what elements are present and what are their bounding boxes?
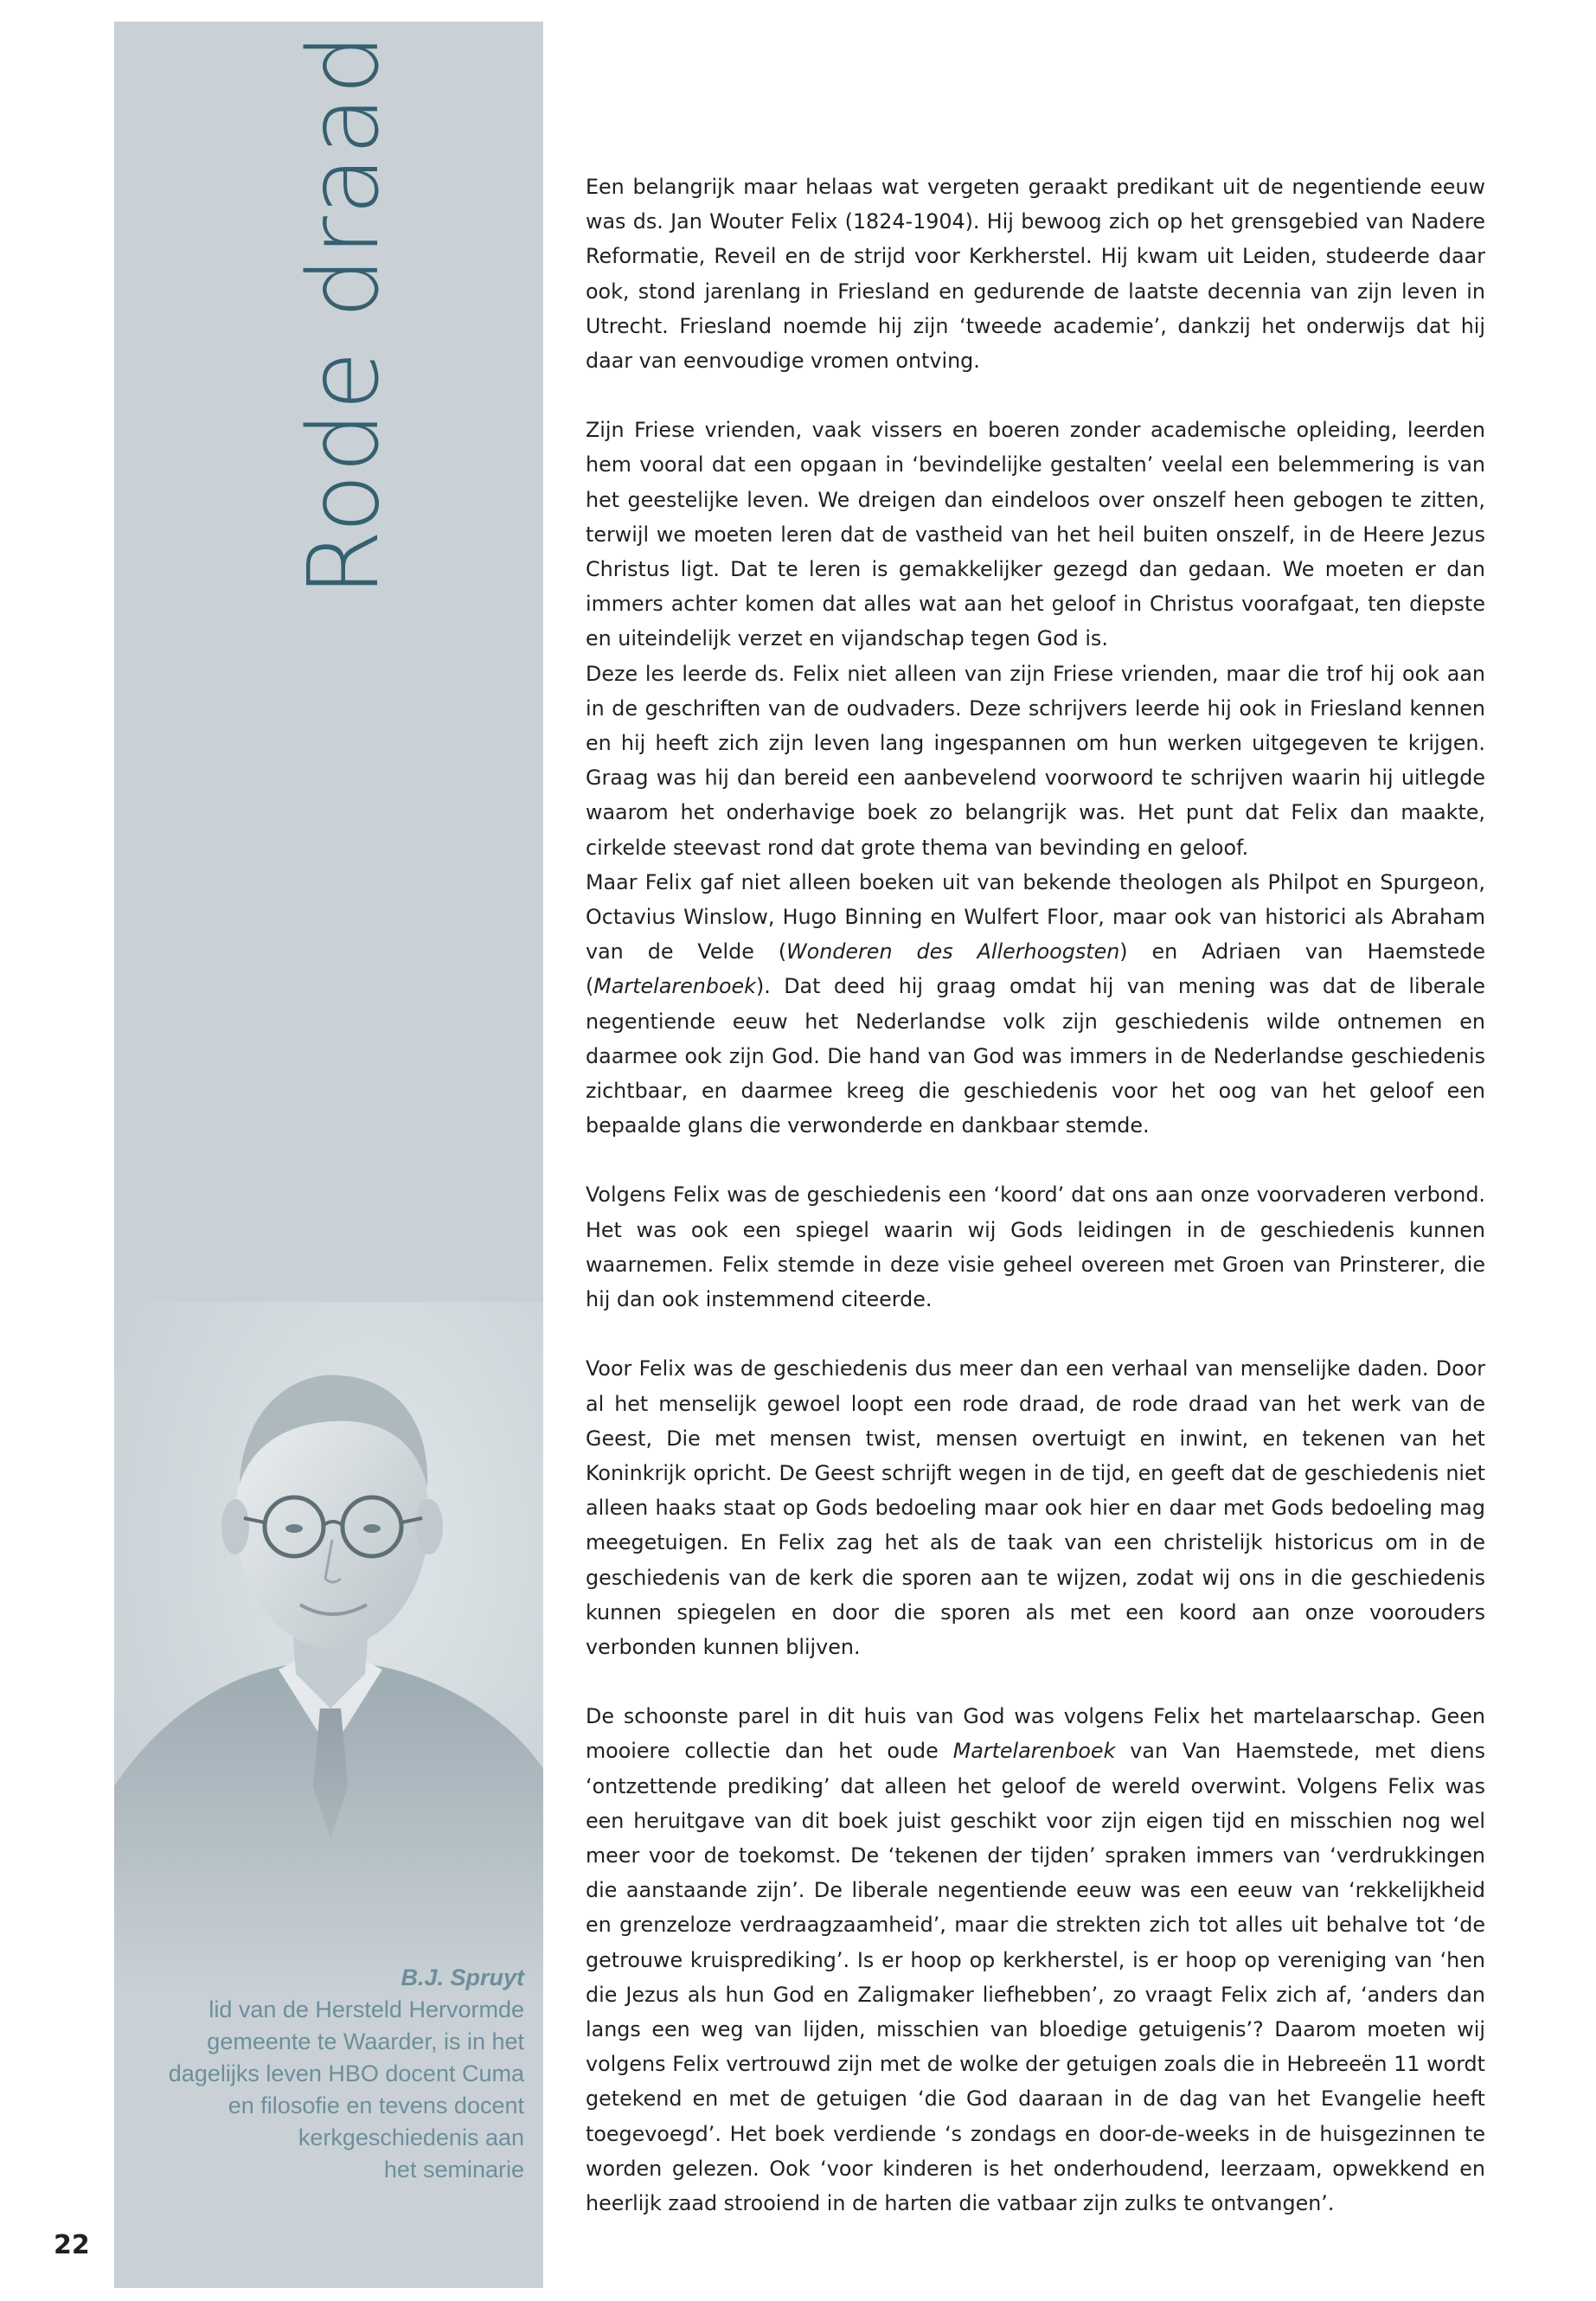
article-body <box>586 170 1485 2221</box>
paragraph: Deze les leerde ds. Felix niet alleen van zijn Friese vrienden, maar die trof hij ook aan in de geschriften van de oudvaders. Deze schrijvers leerde hij ook in Friesland kennen en hij heeft zich zijn leven lang ingespannen om hun werken uitgegeven te krijgen. Graag was hij dan bereid een aanbevelend voorwoord te schrijven waarin hij uitlegde waarom het onderhavige boek zo belangrijk was. Het punt dat Felix dan maakte, cirkelde steevast rond dat grote thema van bevinding en geloof. <box>586 661 1485 860</box>
paragraph: Een belangrijk maar helaas wat vergeten geraakt predikant uit de negentiende eeuw was ds. Jan Wouter Felix (1824-1904). Hij bewoog zich op het grensgebied van Nadere Reformatie, Reveil en de strijd voor Kerkherstel. Hij kwam uit Leiden, studeerde daar ook, stond jarenlang in Friesland en gedurende de laatste decennia van zijn leven in Utrecht. Friesland noemde hij zijn ‘tweede academie’, dankzij het onderwijs dat hij daar van eenvoudige vromen ontving. <box>586 175 1485 374</box>
author-bio-line: dagelijks leven HBO docent Cuma <box>168 2061 524 2086</box>
author-portrait <box>114 1302 543 1994</box>
author-bio-line: kerkgeschiedenis aan <box>298 2125 524 2150</box>
book-title: Wonderen des Allerhoogsten <box>786 939 1120 965</box>
book-title: Martelarenboek <box>952 1739 1116 1764</box>
author-bio-line: het seminarie <box>383 2157 524 2182</box>
sidebar-panel <box>114 22 543 2288</box>
page-number: 22 <box>54 2230 90 2260</box>
paragraph: De schoonste parel in dit huis van God was volgens Felix het martelaarschap. Geen mooiere collectie dan het oude Martelarenboek van Van Haemstede, met diens ‘ontzettende prediking’ dat alleen het geloof de wereld overwint. Volgens Felix was een heruitgave van dit boek juist geschikt voor zijn eigen tijd en misschien nog wel meer voor de toekomst. De ‘tekenen der tijden’ spraken immers van ‘verdrukkingen die aanstaande zijn’. De liberale negentiende eeuw was een eeuw van ‘rekkelijkheid en grenzeloze verdraagzaamheid’, maar die strekten zich tot alles uit behalve tot ‘de getrouwe kruisprediking’. Is er hoop op kerkherstel, is er hoop op vereniging van ‘hen die Jezus als hun God en Zaligmaker liefhebben’, zo vraagt Felix zich af, ‘anders dan langs een weg van lijden, misschien van bloedige getuigenis’? Daarom moeten wij volgens Felix vertrouwd zijn met de wolke der getuigen zoals die in Hebreeën 11 wordt getekend en met de getuigen ‘die God daaraan in de dag van het Evangelie heeft toegevoegd’. Het boek verdiende ‘s zondags en door-de-weeks in de huisgezinnen te worden gelezen. Ook ‘voor kinderen is het onderhoudend, leerzaam, opwekkend en heerlijk zaad strooiend in de harten die vatbaar zijn zulks te ontvangen’. <box>586 1704 1485 2215</box>
author-name: B.J. Spruyt <box>401 1965 524 1990</box>
paragraph: Zijn Friese vrienden, vaak vissers en boeren zonder academische opleiding, leerden hem vooral dat een opgaan in ‘bevindelijke gestalten’ veelal een belemmering is van het geestelijke leven. We dreigen dan eindeloos over onszelf heen gebogen te zitten, terwijl we moeten leren dat de vastheid van het heil buiten onszelf, in de Heere Jezus Christus ligt. Dat te leren is gemakkelijker gezegd dan gedaan. We moeten er dan immers achter komen dat alles wat aan het geloof in Christus voorafgaat, ten diepste en uiteindelijk verzet en vijandschap tegen God is. <box>586 418 1485 651</box>
author-bio-line: gemeente te Waarder, is in het <box>207 2029 524 2054</box>
author-bio-line: lid van de Hersteld Hervormde <box>208 1997 524 2022</box>
paragraph: Voor Felix was de geschiedenis dus meer dan een verhaal van menselijke daden. Door al het menselijk gewoel loopt een rode draad, de rode draad van het werk van de Geest, Die met mensen twist, mensen overtuigt en inwint, en tekenen van het Koninkrijk opricht. De Geest schrijft wegen in de tijd, en geeft dat de geschiedenis niet alleen haaks staat op Gods bedoeling maar ook hier en daar met Gods bedoeling mag meegetuigen. En Felix zag het als de taak van een christelijk historicus om in de geschiedenis van de kerk die sporen aan te wijzen, zodat wij ons in die geschiedenis kunnen spiegelen en door die sporen als met een koord aan onze voorouders verbonden kunnen blijven. <box>586 1356 1485 1659</box>
paragraph: Volgens Felix was de geschiedenis een ‘koord’ dat ons aan onze voorvaderen verbond. Het was ook een spiegel waarin wij Gods leidingen in de geschiedenis kunnen waarnemen. Felix stemde in deze visie geheel overeen met Groen van Prinsterer, die hij dan ook instemmend citeerde. <box>586 1183 1485 1312</box>
author-caption <box>130 1962 524 2186</box>
paragraph: Maar Felix gaf niet alleen boeken uit van bekende theologen als Philpot en Spurgeon, Octavius Winslow, Hugo Binning en Wulfert Floor, maar ook van historici als Abraham van de Velde (Wonderen des Allerhoogsten) en Adriaen van Haemstede (Martelarenboek). Dat deed hij graag omdat hij van mening was dat de liberale negentiende eeuw het Nederlandse volk zijn geschiedenis wilde ontnemen en daarmee ook zijn God. Die hand van God was immers in de Nederlandse geschiedenis zichtbaar, en daarmee kreeg die geschiedenis voor het oog van het geloof een bepaalde glans die verwonderde en dankbaar stemde. <box>586 869 1485 1138</box>
author-bio-line: en filosofie en tevens docent <box>228 2093 524 2118</box>
section-title: Rode draad <box>288 32 401 597</box>
book-title: Martelarenboek <box>593 974 756 999</box>
